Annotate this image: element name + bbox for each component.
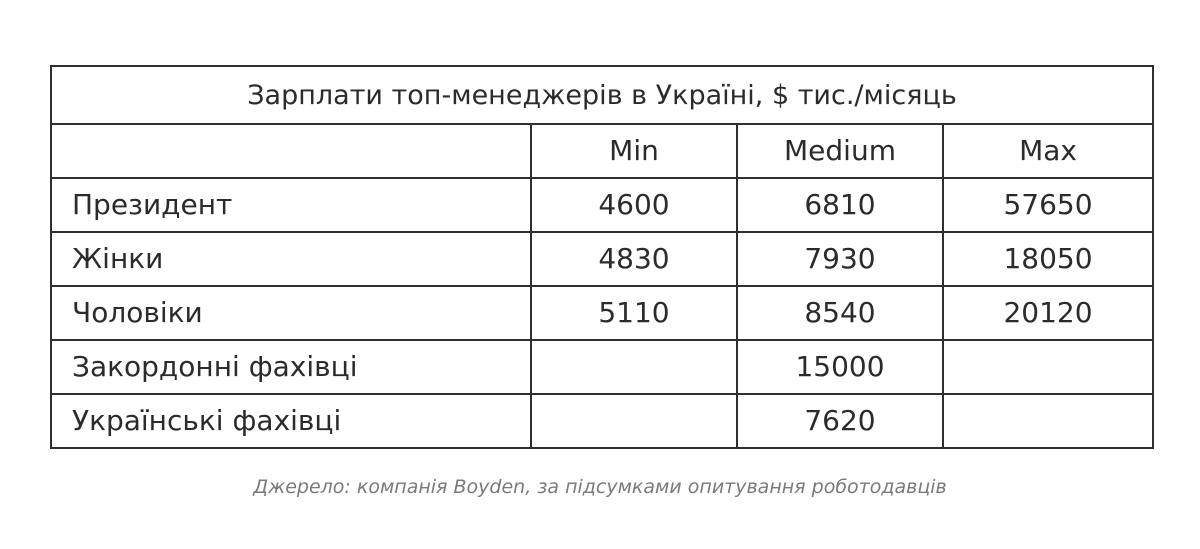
salary-table <box>50 65 1154 449</box>
row-label: Чоловіки <box>51 286 531 340</box>
row-label: Закордонні фахівці <box>51 340 531 394</box>
cell-medium: 7930 <box>737 232 943 286</box>
row-label: Жінки <box>51 232 531 286</box>
table-row <box>51 286 1153 340</box>
source-caption: Джерело: компанія Boyden, за підсумками опитування роботодавців <box>253 476 947 498</box>
cell-max: 57650 <box>943 178 1153 232</box>
cell-max: 20120 <box>943 286 1153 340</box>
row-label: Українські фахівці <box>51 394 531 448</box>
header-max: Max <box>943 124 1153 178</box>
header-medium: Medium <box>737 124 943 178</box>
cell-medium: 7620 <box>737 394 943 448</box>
header-min: Min <box>531 124 737 178</box>
cell-max <box>943 394 1153 448</box>
cell-max <box>943 340 1153 394</box>
cell-min: 4830 <box>531 232 737 286</box>
table-row <box>51 232 1153 286</box>
cell-medium: 15000 <box>737 340 943 394</box>
table-row <box>51 340 1153 394</box>
cell-min <box>531 340 737 394</box>
table-title: Зарплати топ-менеджерів в Україні, $ тис./місяць <box>51 66 1153 124</box>
row-label: Президент <box>51 178 531 232</box>
table-header-row <box>51 124 1153 178</box>
cell-max: 18050 <box>943 232 1153 286</box>
header-blank-cell <box>51 124 531 178</box>
cell-medium: 8540 <box>737 286 943 340</box>
cell-min <box>531 394 737 448</box>
cell-min: 4600 <box>531 178 737 232</box>
cell-medium: 6810 <box>737 178 943 232</box>
table-row <box>51 394 1153 448</box>
cell-min: 5110 <box>531 286 737 340</box>
table-title-row <box>51 66 1153 124</box>
table-row <box>51 178 1153 232</box>
